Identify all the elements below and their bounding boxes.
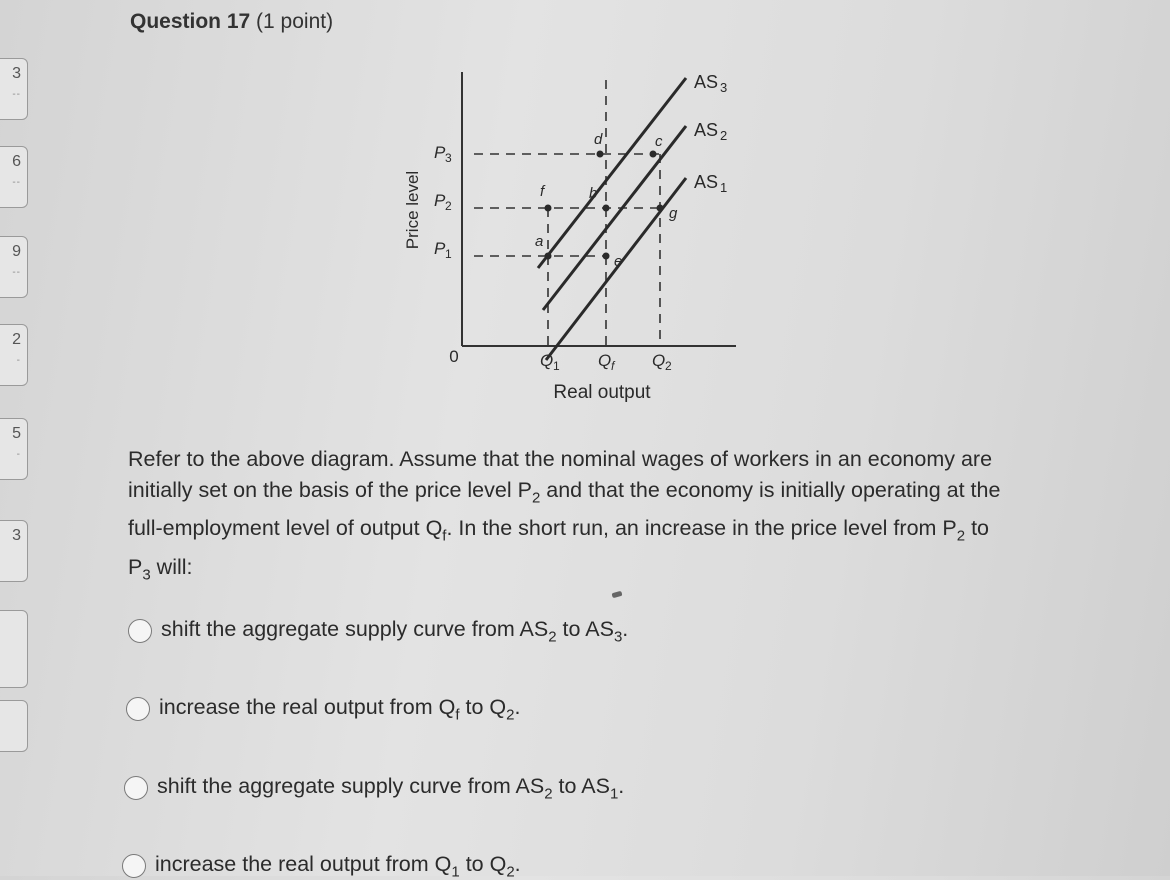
as2-label <box>694 120 727 143</box>
price-label-p2 <box>434 191 452 213</box>
svg-text:2: 2 <box>445 199 452 213</box>
question-nav-tab[interactable]: 3 <box>0 520 28 582</box>
radio-button-option-2[interactable] <box>126 697 150 721</box>
answer-option-3[interactable] <box>124 774 624 802</box>
mouse-cursor-mark <box>612 591 623 598</box>
svg-text:2: 2 <box>720 128 728 143</box>
quantity-label-qf <box>598 351 616 373</box>
svg-text:Q: Q <box>598 351 612 370</box>
price-label-p3 <box>434 143 452 165</box>
radio-button-option-4[interactable] <box>122 854 146 878</box>
answer-option-2-text: increase the real output from $Q_f$ to $Q_2$. <box>159 695 521 724</box>
point-g-label: g <box>669 205 678 222</box>
svg-text:Q: Q <box>652 351 666 370</box>
as3-curve <box>538 78 686 268</box>
answer-option-1-text: shift the aggregate supply curve from $AS_2$ to $AS_3$. <box>161 617 629 646</box>
question-nav-tab[interactable] <box>0 700 28 752</box>
svg-text:AS: AS <box>694 72 719 92</box>
question-nav-tab[interactable] <box>0 610 28 688</box>
point-b-label: b <box>589 185 598 202</box>
answer-option-3-text: shift the aggregate supply curve from $AS_2$ to $AS_1$. <box>157 774 625 803</box>
question-nav-tab[interactable]: 3 -- <box>0 58 28 120</box>
svg-text:3: 3 <box>445 151 452 165</box>
answer-option-4-text: increase the real output from $Q_1$ to $Q_2$. <box>155 852 521 880</box>
svg-text:2: 2 <box>665 359 672 373</box>
radio-button-option-1[interactable] <box>128 619 152 643</box>
as1-label <box>694 172 727 195</box>
point-a-label: a <box>535 233 544 250</box>
point-b-marker <box>603 205 610 212</box>
svg-text:P: P <box>434 143 446 162</box>
as3-label <box>694 72 727 95</box>
aggregate-supply-diagram <box>390 60 790 410</box>
svg-text:AS: AS <box>694 120 719 140</box>
point-a-marker <box>545 253 552 260</box>
question-title: Question 17 (1 point) <box>130 10 334 33</box>
point-c-label: c <box>655 133 663 150</box>
question-nav-tab[interactable]: 5 - <box>0 418 28 480</box>
svg-text:Q: Q <box>540 351 554 370</box>
quantity-label-q2 <box>652 351 672 373</box>
as2-curve <box>543 126 686 310</box>
svg-text:P: P <box>434 191 446 210</box>
point-d-marker <box>597 151 604 158</box>
radio-button-option-3[interactable] <box>124 776 148 800</box>
svg-text:1: 1 <box>553 359 560 373</box>
x-axis-label: Real output <box>553 382 651 403</box>
origin-label: 0 <box>449 347 459 366</box>
question-nav-tab[interactable]: 6 -- <box>0 146 28 208</box>
point-c-marker <box>650 151 657 158</box>
svg-text:AS: AS <box>694 172 719 192</box>
svg-text:3: 3 <box>720 80 728 95</box>
svg-text:1: 1 <box>720 180 728 195</box>
point-e-label: e <box>614 253 623 270</box>
point-e-marker <box>603 253 610 260</box>
point-f-marker <box>545 205 552 212</box>
question-nav-tab[interactable]: 2 - <box>0 324 28 386</box>
question-nav-strip <box>0 0 30 876</box>
point-f-label: f <box>540 183 545 200</box>
svg-text:f: f <box>611 359 615 373</box>
point-g-marker <box>657 205 664 212</box>
price-label-p1 <box>434 239 452 261</box>
question-nav-tab[interactable]: 9 -- <box>0 236 28 298</box>
quantity-label-q1 <box>540 351 560 373</box>
point-d-label: d <box>594 131 603 148</box>
svg-text:P: P <box>434 239 446 258</box>
question-text: Refer to the above diagram. Assume that the nominal wages of workers in an economy are initially set on the basis of the price level $P_2$ and that the economy is initially operating at the full-employment level of output $Q_f$. In the short run, an increase in the price level from $P_2$ to $P_3$ will: <box>128 447 1001 583</box>
answer-option-1[interactable] <box>128 617 628 645</box>
svg-text:1: 1 <box>445 247 452 261</box>
answer-option-2[interactable] <box>126 695 520 723</box>
y-axis-label: Price level <box>403 170 422 250</box>
